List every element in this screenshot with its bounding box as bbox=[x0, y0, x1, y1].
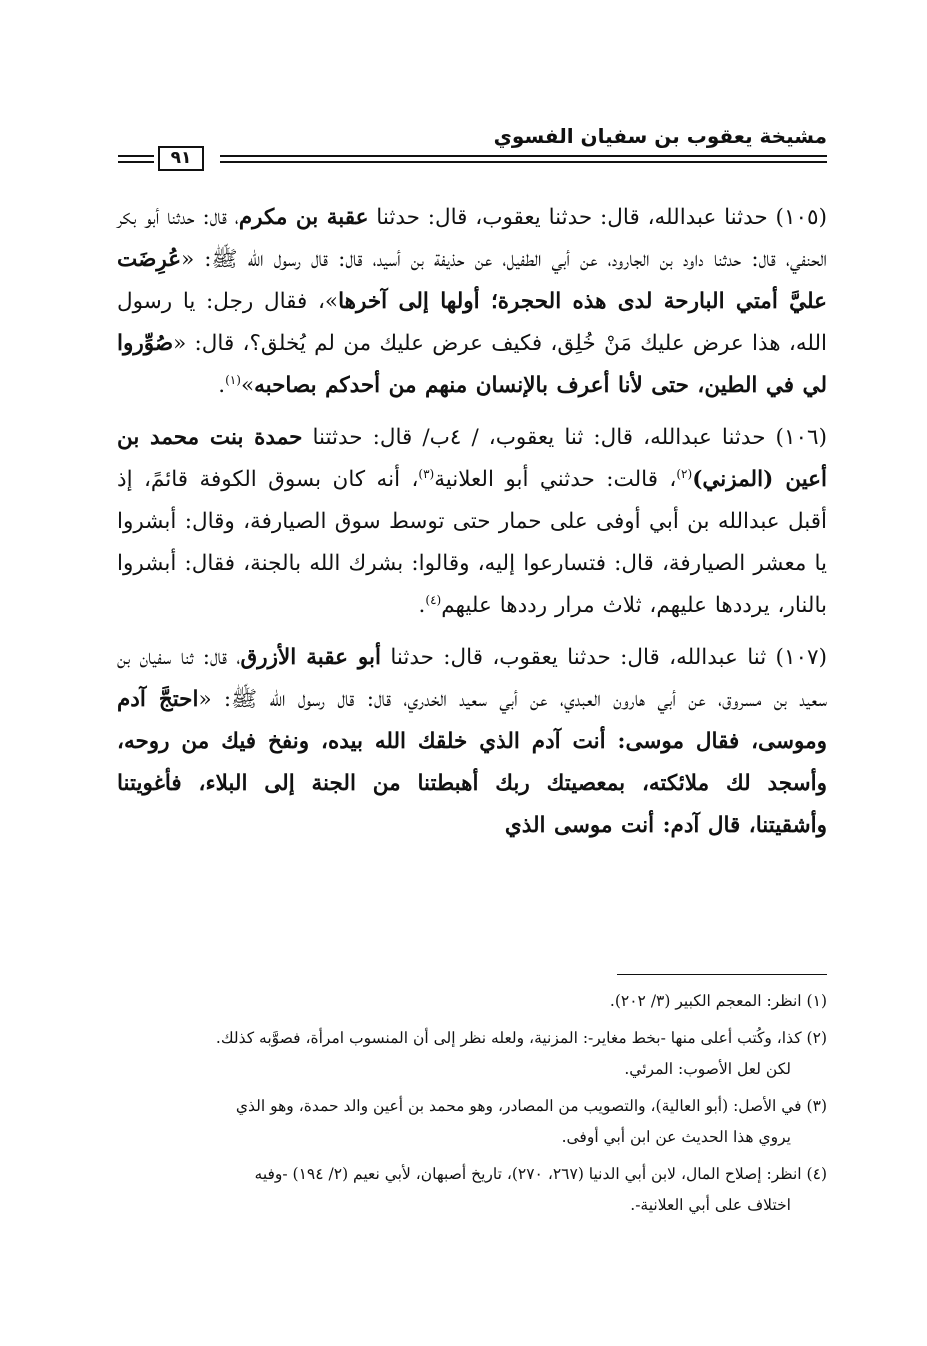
text-segment: (١٠٥) حدثنا عبدالله، قال: حدثنا يعقوب، قال: حدثنا bbox=[368, 205, 827, 230]
header-left-dash bbox=[118, 155, 154, 163]
text-segment: . bbox=[218, 373, 226, 398]
narrator-name: عقبة بن مكرم bbox=[238, 205, 369, 230]
footnote-2 bbox=[117, 1023, 827, 1085]
footnote-4 bbox=[117, 1159, 827, 1221]
footnote-text: كذا، وكُتب أعلى منها -بخط مغاير-: المزنية، ولعله نظر إلى أن المنسوب امرأة، فصوَّبه كذلك. bbox=[215, 1029, 802, 1047]
narrator-name: أبو عقبة الأزرق bbox=[240, 645, 381, 670]
footnote-text: في الأصل: (أبو العالية)، والتصويب من المصادر، وهو محمد بن أعين والد حمدة، وهو الذي bbox=[235, 1097, 802, 1115]
text-segment: (١٠٦) حدثنا عبدالله، قال: ثنا يعقوب، / ٤ب/ قال: حدثتنا bbox=[302, 425, 827, 450]
footnote-ref[interactable]: (٢) bbox=[676, 467, 693, 481]
text-segment: . bbox=[418, 593, 426, 618]
footnotes bbox=[117, 986, 827, 1227]
hadith-107 bbox=[117, 637, 827, 847]
page-number: ٩١ bbox=[158, 146, 204, 171]
main-text bbox=[117, 197, 827, 857]
footnote-separator bbox=[617, 974, 827, 975]
text-segment: ، قالت: حدثني أبو العلانية bbox=[434, 467, 677, 492]
text-segment: » bbox=[240, 373, 255, 398]
footnote-ref[interactable]: (٤) bbox=[425, 593, 442, 607]
footnote-continuation: لكن لعل الأصوب: المرئي. bbox=[624, 1060, 791, 1078]
footnote-text: انظر: المعجم الكبير (٣/ ٢٠٢). bbox=[609, 992, 802, 1010]
narrator-name: حمدة بنت محمد بن أعين (المزني) bbox=[117, 425, 827, 492]
hadith-106 bbox=[117, 417, 827, 627]
footnote-number: (٤) bbox=[806, 1165, 827, 1183]
footnote-number: (١) bbox=[806, 992, 827, 1010]
footnote-ref[interactable]: (٣) bbox=[418, 467, 435, 481]
footnote-continuation: اختلاف على أبي العلانية-. bbox=[630, 1196, 791, 1214]
footnote-number: (٢) bbox=[806, 1029, 827, 1047]
hadith-matn: صُوِّروا لي في الطين، حتى لأنا أعرف بالإنسان منهم من أحدكم بصاحبه bbox=[117, 331, 827, 398]
hadith-matn: احتجَّ آدم وموسى، فقال موسى: أنت آدم الذي خلقك الله بيده، ونفخ فيك من روحه، وأسجد لك ملائكته، بمعصيتك ربك أهبطتنا من الجنة إلى البلاء، فأغويتنا وأشقيتنا، قال آدم: أنت موسى الذي bbox=[117, 687, 827, 838]
footnote-1 bbox=[117, 986, 827, 1017]
footnote-text: انظر: إصلاح المال، لابن أبي الدنيا (٢٦٧، ٢٧٠)، تاريخ أصبهان، لأبي نعيم (٢/ ١٩٤) -وفيه bbox=[254, 1165, 802, 1183]
running-title: مشيخة يعقوب بن سفيان الفسوي bbox=[493, 124, 827, 148]
text-segment: ، أنه كان بسوق الكوفة قائمً، إذ أقبل عبدالله بن أبي أوفى على حمار حتى توسط سوق الصيارفة، وقال: أبشروا يا معشر الصيارفة، قال: فتسارعوا إليه، وقالوا: بشرك الله بالجنة، فقال: أبشروا بالنار، يرددها عليهم، ثلاث مرار رددها عليهم bbox=[117, 467, 827, 618]
footnote-3 bbox=[117, 1091, 827, 1153]
hadith-105 bbox=[117, 197, 827, 407]
text-segment: (١٠٧) ثنا عبدالله، قال: حدثنا يعقوب، قال: حدثنا bbox=[381, 645, 827, 670]
text-segment: »، فقال رجل: يا رسول الله، هذا عرض عليك مَنْ خُلِق، فكيف عرض عليك من لم يُخلق؟، قال: « bbox=[117, 289, 827, 356]
hadith-matn: عُرِضَت عليَّ أمتي البارحة لدى هذه الحجرة؛ أولها إلى آخرها bbox=[117, 247, 828, 314]
footnote-number: (٣) bbox=[806, 1097, 827, 1115]
footnote-ref[interactable]: (١) bbox=[225, 373, 241, 387]
text-segment: ، قال: ثنا سفيان بن سعيد بن مسروق، عن أبي هارون العبدي، عن أبي سعيد الخدري، قال: قال رسول الله ﷺ: « bbox=[117, 645, 827, 712]
footnote-continuation: يروي هذا الحديث عن ابن أبي أوفى. bbox=[561, 1128, 791, 1146]
text-segment: ، قال: حدثنا أبو بكر الحنفي، قال: حدثنا داود بن الجارود، عن أبي الطفيل، عن حذيفة بن أسيد، قال: قال رسول الله ﷺ: « bbox=[117, 205, 827, 272]
header-rule bbox=[220, 155, 827, 163]
